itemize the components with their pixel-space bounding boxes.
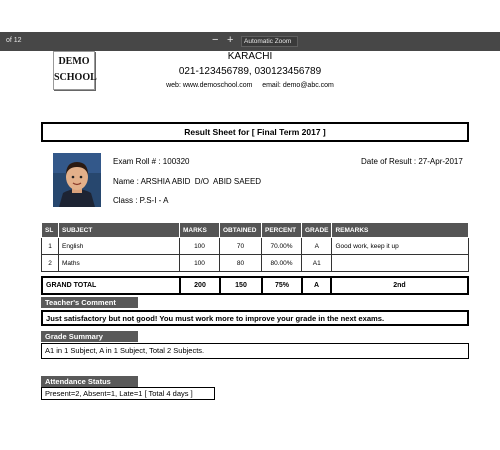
- zoom-out-button[interactable]: −: [212, 34, 219, 46]
- logo-line-2: SCHOOL: [54, 72, 97, 83]
- attendance-heading: Attendance Status: [41, 376, 138, 387]
- marks-table-header: [42, 223, 469, 238]
- grade-summary-text: A1 in 1 Subject, A in 1 Subject, Total 2 Subjects.: [41, 343, 469, 359]
- grand-total-grade: A: [302, 277, 331, 294]
- col-marks: MARKS: [180, 223, 220, 238]
- col-subject: SUBJECT: [59, 223, 180, 238]
- student-photo-image: [53, 153, 101, 207]
- cell-obtained: 80: [220, 255, 262, 272]
- cell-percent: 80.00%: [262, 255, 302, 272]
- teacher-comment-heading: Teacher's Comment: [41, 297, 138, 308]
- grand-total-row: [42, 277, 468, 294]
- cell-remarks: [332, 255, 469, 272]
- school-phone: 021-123456789, 030123456789: [178, 66, 322, 77]
- col-remarks: REMARKS: [332, 223, 469, 238]
- cell-marks: 100: [180, 238, 220, 255]
- logo-line-1: DEMO: [58, 56, 90, 67]
- cell-grade: A: [302, 238, 332, 255]
- zoom-select[interactable]: Automatic Zoom: [241, 36, 298, 47]
- student-photo: [53, 153, 101, 207]
- grand-total-label: GRAND TOTAL: [42, 277, 180, 294]
- cell-sl: 2: [42, 255, 59, 272]
- teacher-comment-text: Just satisfactory but not good! You must work more to improve your grade in the next exams.: [41, 310, 469, 326]
- attendance-text: Present=2, Absent=1, Late=1 [ Total 4 days ]: [41, 387, 215, 400]
- marks-table: [41, 222, 469, 272]
- cell-marks: 100: [180, 255, 220, 272]
- cell-remarks: Good work, keep it up: [332, 238, 469, 255]
- result-title: Result Sheet for [ Final Term 2017 ]: [41, 122, 469, 142]
- exam-roll: Exam Roll # : 100320: [113, 157, 190, 166]
- col-grade: GRADE: [302, 223, 332, 238]
- student-name: Name : ARSHIA ABID D/O ABID SAEED: [113, 177, 262, 186]
- school-city: KARACHI: [227, 51, 273, 62]
- col-percent: PERCENT: [262, 223, 302, 238]
- col-sl: SL: [42, 223, 59, 238]
- grand-total-percent: 75%: [262, 277, 302, 294]
- cell-sl: 1: [42, 238, 59, 255]
- school-contact: web: www.demoschool.com email: demo@abc.com: [166, 82, 334, 89]
- cell-subject: Maths: [59, 255, 180, 272]
- cell-percent: 70.00%: [262, 238, 302, 255]
- grand-total-position: 2nd: [331, 277, 468, 294]
- table-row: [42, 255, 469, 272]
- grand-total-table: [41, 276, 469, 295]
- grand-total-marks: 200: [180, 277, 220, 294]
- table-row: [42, 238, 469, 255]
- student-class: Class : P.S-I - A: [113, 196, 169, 205]
- cell-subject: English: [59, 238, 180, 255]
- pdf-viewer-toolbar: [0, 32, 500, 51]
- cell-obtained: 70: [220, 238, 262, 255]
- zoom-in-button[interactable]: +: [227, 34, 234, 46]
- col-obtained: OBTAINED: [220, 223, 262, 238]
- cell-grade: A1: [302, 255, 332, 272]
- page-count-label: of 12: [6, 37, 22, 44]
- grade-summary-heading: Grade Summary: [41, 331, 138, 342]
- date-of-result: Date of Result : 27-Apr-2017: [361, 157, 463, 166]
- grand-total-obtained: 150: [220, 277, 262, 294]
